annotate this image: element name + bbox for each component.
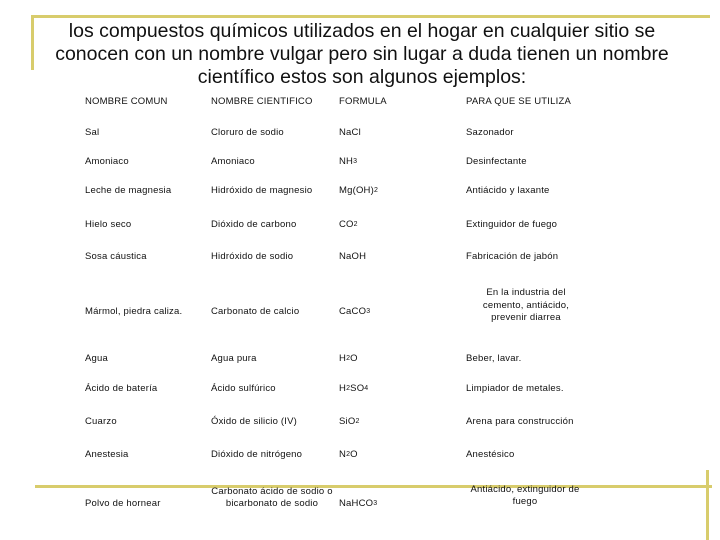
common-name-cell: Leche de magnesia	[85, 184, 172, 196]
table-row	[85, 211, 705, 239]
table-header-row	[85, 88, 705, 116]
table-row	[85, 408, 705, 436]
header-use: PARA QUE SE UTILIZA	[466, 95, 571, 107]
common-name-cell: Sal	[85, 126, 100, 138]
formula-cell: SiO 2	[339, 415, 360, 427]
use-cell: Limpiador de metales.	[466, 382, 564, 394]
formula-cell: NaHCO 3	[339, 497, 378, 509]
use-cell: Arena para construcción	[466, 415, 574, 427]
scientific-name-cell: Ácido sulfúrico	[211, 382, 276, 394]
frame-right-border	[706, 470, 709, 540]
use-cell: Beber, lavar.	[466, 352, 522, 364]
common-name-cell: Cuarzo	[85, 415, 117, 427]
frame-top-border	[31, 15, 710, 18]
table-row	[85, 176, 705, 206]
table-row	[85, 480, 705, 528]
common-name-cell: Amoniaco	[85, 155, 129, 167]
page-title: los compuestos químicos utilizados en el hogar en cualquier sitio se conocen con un nombre vulgar pero sin lugar a duda tienen un nombre científico estos son algunos ejemplos:	[55, 20, 669, 88]
scientific-name-cell: Dióxido de carbono	[211, 218, 297, 230]
table-row	[85, 243, 705, 271]
common-name-cell: Polvo de hornear	[85, 497, 161, 509]
common-name-cell: Sosa cáustica	[85, 250, 147, 262]
common-name-cell: Agua	[85, 352, 108, 364]
header-common-name: NOMBRE COMUN	[85, 95, 168, 107]
use-cell: Antiácido y laxante	[466, 184, 550, 196]
formula-cell: N 2 O	[339, 448, 358, 460]
scientific-name-cell: Amoniaco	[211, 155, 255, 167]
frame-left-border	[31, 15, 34, 70]
use-cell: Extinguidor de fuego	[466, 218, 558, 230]
formula-cell: Mg(OH) 2	[339, 184, 379, 196]
formula-cell: CaCO 3	[339, 305, 371, 317]
use-cell: Fabricación de jabón	[466, 250, 559, 262]
scientific-name-cell: Hidróxido de magnesio	[211, 184, 313, 196]
use-cell: Anestésico	[466, 448, 515, 460]
formula-cell: CO 2	[339, 218, 358, 230]
common-name-cell: Mármol, piedra caliza.	[85, 305, 183, 317]
table-row	[85, 441, 705, 469]
table-row	[85, 288, 705, 336]
use-cell: Desinfectante	[466, 155, 527, 167]
formula-cell: NaCl	[339, 126, 361, 138]
scientific-name-cell: Cloruro de sodio	[211, 126, 284, 138]
use-cell: Sazonador	[466, 126, 514, 138]
common-name-cell: Anestesia	[85, 448, 129, 460]
use-cell: Antiácido, extinguidor de fuego	[470, 483, 580, 507]
scientific-name-cell: Dióxido de nitrógeno	[211, 448, 303, 460]
common-name-cell: Hielo seco	[85, 218, 132, 230]
scientific-name-cell: Agua pura	[211, 352, 257, 364]
table-row	[85, 375, 705, 403]
common-name-cell: Ácido de batería	[85, 382, 158, 394]
scientific-name-cell: Hidróxido de sodio	[211, 250, 294, 262]
header-scientific-name: NOMBRE CIENTIFICO	[211, 95, 313, 107]
scientific-name-cell: Óxido de silicio (IV)	[211, 415, 298, 427]
table-row	[85, 345, 705, 373]
formula-cell: NaOH	[339, 250, 367, 262]
formula-cell: H 2 O	[339, 352, 358, 364]
formula-cell: H 2 SO 4	[339, 382, 369, 394]
formula-cell: NH 3	[339, 155, 358, 167]
header-formula: FORMULA	[339, 95, 387, 107]
table-row	[85, 148, 705, 176]
scientific-name-cell: Carbonato de calcio	[211, 305, 300, 317]
use-cell: En la industria del cemento, antiácido, prevenir diarrea	[482, 287, 570, 324]
table-row	[85, 119, 705, 147]
scientific-name-cell: Carbonato ácido de sodio o bicarbonato de sodio	[211, 485, 333, 509]
